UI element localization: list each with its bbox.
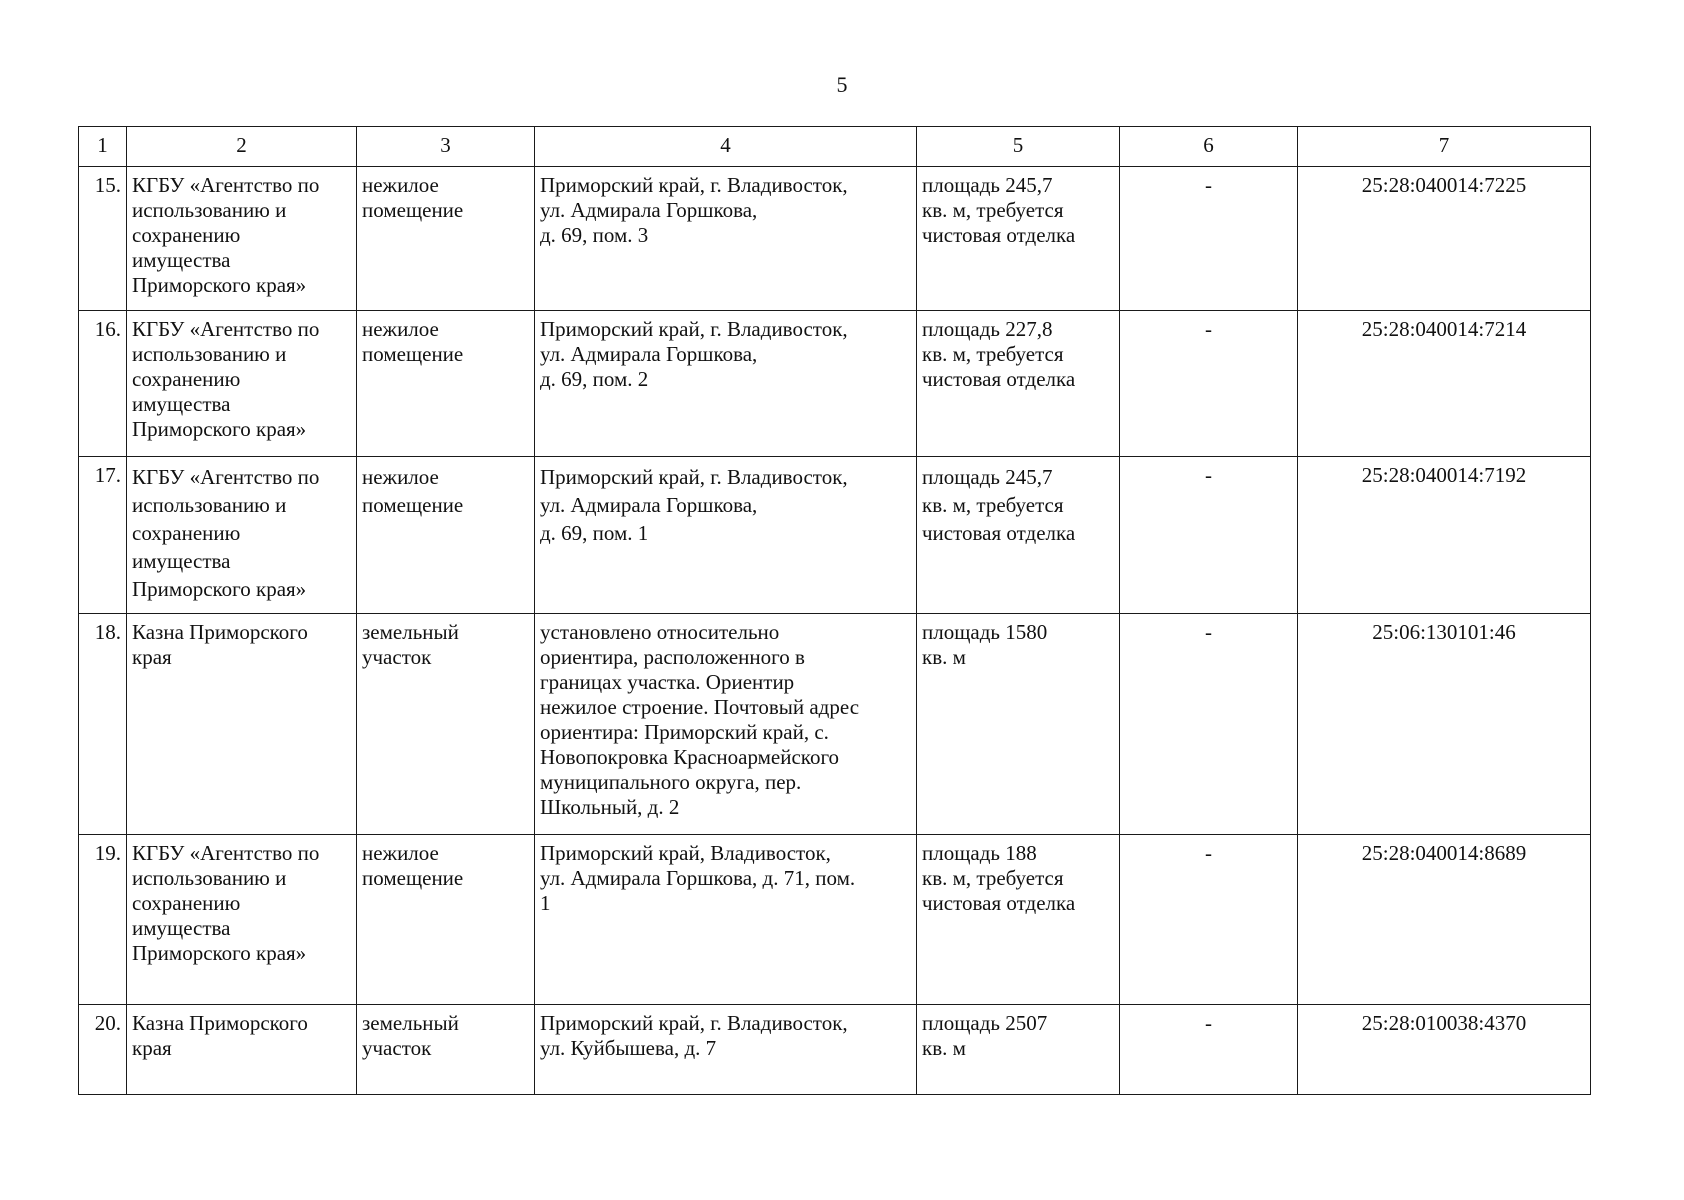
column-header: 1 <box>79 127 127 167</box>
column-header: 7 <box>1298 127 1591 167</box>
address-line: установлено относительно <box>540 620 780 644</box>
page-number: 5 <box>836 72 848 97</box>
address-cell <box>535 835 917 1005</box>
holder-line: сохранению <box>132 223 241 247</box>
holder-line: КГБУ «Агентство по <box>132 317 320 341</box>
characteristics-line: кв. м, требуется <box>922 198 1064 222</box>
type-line: нежилое <box>362 173 439 197</box>
type-cell <box>357 457 535 614</box>
address-line: 1 <box>540 891 551 915</box>
characteristics-line: кв. м <box>922 1036 966 1060</box>
address-line: ул. Адмирала Горшкова, <box>540 198 758 222</box>
type-line: земельный <box>362 1011 459 1035</box>
characteristics-cell <box>917 167 1120 311</box>
type-line: помещение <box>362 342 464 366</box>
address-line: Приморский край, г. Владивосток, <box>540 317 848 341</box>
table-row <box>79 311 1591 457</box>
holder-line: имущества <box>132 248 231 272</box>
table-row <box>79 614 1591 835</box>
type-line: земельный <box>362 620 459 644</box>
holder-cell <box>127 167 357 311</box>
holder-line: КГБУ «Агентство по <box>132 173 320 197</box>
table-row <box>79 1005 1591 1095</box>
type-cell <box>357 167 535 311</box>
property-table <box>78 126 1591 1095</box>
characteristics-line: площадь 245,7 <box>922 173 1053 197</box>
holder-line: края <box>132 645 172 669</box>
holder-cell <box>127 835 357 1005</box>
cadastral-number: 25:28:040014:7225 <box>1298 167 1591 311</box>
row-number: 17. <box>79 457 127 614</box>
column-header: 4 <box>535 127 917 167</box>
address-cell <box>535 311 917 457</box>
table-row <box>79 167 1591 311</box>
row-number: 16. <box>79 311 127 457</box>
holder-line: использованию и <box>132 866 287 890</box>
cadastral-number: 25:28:010038:4370 <box>1298 1005 1591 1095</box>
row-number: 18. <box>79 614 127 835</box>
characteristics-line: чистовая отделка <box>922 891 1076 915</box>
type-cell <box>357 614 535 835</box>
address-cell <box>535 457 917 614</box>
column-header: 5 <box>917 127 1120 167</box>
address-line: Приморский край, г. Владивосток, <box>540 465 848 489</box>
column6-cell: - <box>1120 167 1298 311</box>
characteristics-line: кв. м <box>922 645 966 669</box>
characteristics-line: площадь 245,7 <box>922 465 1053 489</box>
holder-line: сохранению <box>132 521 241 545</box>
holder-cell <box>127 457 357 614</box>
address-cell <box>535 614 917 835</box>
row-number: 20. <box>79 1005 127 1095</box>
holder-line: края <box>132 1036 172 1060</box>
type-line: нежилое <box>362 841 439 865</box>
address-line: ориентира: Приморский край, с. <box>540 720 829 744</box>
characteristics-line: чистовая отделка <box>922 367 1076 391</box>
address-line: ориентира, расположенного в <box>540 645 805 669</box>
holder-line: использованию и <box>132 493 287 517</box>
table-header-row <box>79 127 1591 167</box>
holder-line: Казна Приморского <box>132 1011 308 1035</box>
address-line: Приморский край, г. Владивосток, <box>540 1011 848 1035</box>
table-row <box>79 457 1591 614</box>
address-line: ул. Адмирала Горшкова, <box>540 493 758 517</box>
characteristics-line: площадь 1580 <box>922 620 1048 644</box>
address-line: Школьный, д. 2 <box>540 795 680 819</box>
characteristics-line: площадь 227,8 <box>922 317 1053 341</box>
address-line: Приморский край, г. Владивосток, <box>540 173 848 197</box>
holder-line: имущества <box>132 916 231 940</box>
type-line: помещение <box>362 493 464 517</box>
address-line: ул. Адмирала Горшкова, <box>540 342 758 366</box>
characteristics-cell <box>917 614 1120 835</box>
type-line: помещение <box>362 866 464 890</box>
holder-line: использованию и <box>132 198 287 222</box>
address-line: д. 69, пом. 2 <box>540 367 649 391</box>
address-line: муниципального округа, пер. <box>540 770 802 794</box>
column-header: 2 <box>127 127 357 167</box>
column6-cell: - <box>1120 311 1298 457</box>
holder-line: Приморского края» <box>132 417 307 441</box>
type-cell <box>357 311 535 457</box>
characteristics-line: кв. м, требуется <box>922 493 1064 517</box>
column-header: 6 <box>1120 127 1298 167</box>
holder-line: сохранению <box>132 891 241 915</box>
address-line: нежилое строение. Почтовый адрес <box>540 695 860 719</box>
holder-cell <box>127 311 357 457</box>
holder-line: КГБУ «Агентство по <box>132 465 320 489</box>
characteristics-line: чистовая отделка <box>922 223 1076 247</box>
holder-cell <box>127 614 357 835</box>
type-cell <box>357 1005 535 1095</box>
cadastral-number: 25:28:040014:7214 <box>1298 311 1591 457</box>
address-line: д. 69, пом. 1 <box>540 521 649 545</box>
holder-line: Приморского края» <box>132 941 307 965</box>
column6-cell: - <box>1120 835 1298 1005</box>
type-cell <box>357 835 535 1005</box>
address-line: д. 69, пом. 3 <box>540 223 649 247</box>
characteristics-line: кв. м, требуется <box>922 342 1064 366</box>
row-number: 19. <box>79 835 127 1005</box>
characteristics-cell <box>917 311 1120 457</box>
address-line: ул. Адмирала Горшкова, д. 71, пом. <box>540 866 856 890</box>
holder-cell <box>127 1005 357 1095</box>
holder-line: Казна Приморского <box>132 620 308 644</box>
address-line: Приморский край, Владивосток, <box>540 841 831 865</box>
holder-line: имущества <box>132 549 231 573</box>
column-header: 3 <box>357 127 535 167</box>
holder-line: КГБУ «Агентство по <box>132 841 320 865</box>
table-row <box>79 835 1591 1005</box>
characteristics-cell <box>917 1005 1120 1095</box>
type-line: участок <box>362 1036 432 1060</box>
type-line: нежилое <box>362 317 439 341</box>
row-number: 15. <box>79 167 127 311</box>
holder-line: Приморского края» <box>132 273 307 297</box>
column6-cell: - <box>1120 1005 1298 1095</box>
characteristics-cell <box>917 835 1120 1005</box>
cadastral-number: 25:28:040014:7192 <box>1298 457 1591 614</box>
address-line: границах участка. Ориентир <box>540 670 795 694</box>
type-line: помещение <box>362 198 464 222</box>
column6-cell: - <box>1120 457 1298 614</box>
characteristics-cell <box>917 457 1120 614</box>
type-line: участок <box>362 645 432 669</box>
cadastral-number: 25:28:040014:8689 <box>1298 835 1591 1005</box>
characteristics-line: площадь 188 <box>922 841 1037 865</box>
holder-line: имущества <box>132 392 231 416</box>
address-cell <box>535 167 917 311</box>
characteristics-line: площадь 2507 <box>922 1011 1048 1035</box>
address-line: Новопокровка Красноармейского <box>540 745 840 769</box>
holder-line: Приморского края» <box>132 577 307 601</box>
column6-cell: - <box>1120 614 1298 835</box>
characteristics-line: кв. м, требуется <box>922 866 1064 890</box>
holder-line: сохранению <box>132 367 241 391</box>
characteristics-line: чистовая отделка <box>922 521 1076 545</box>
holder-line: использованию и <box>132 342 287 366</box>
address-line: ул. Куйбышева, д. 7 <box>540 1036 717 1060</box>
type-line: нежилое <box>362 465 439 489</box>
address-cell <box>535 1005 917 1095</box>
cadastral-number: 25:06:130101:46 <box>1298 614 1591 835</box>
